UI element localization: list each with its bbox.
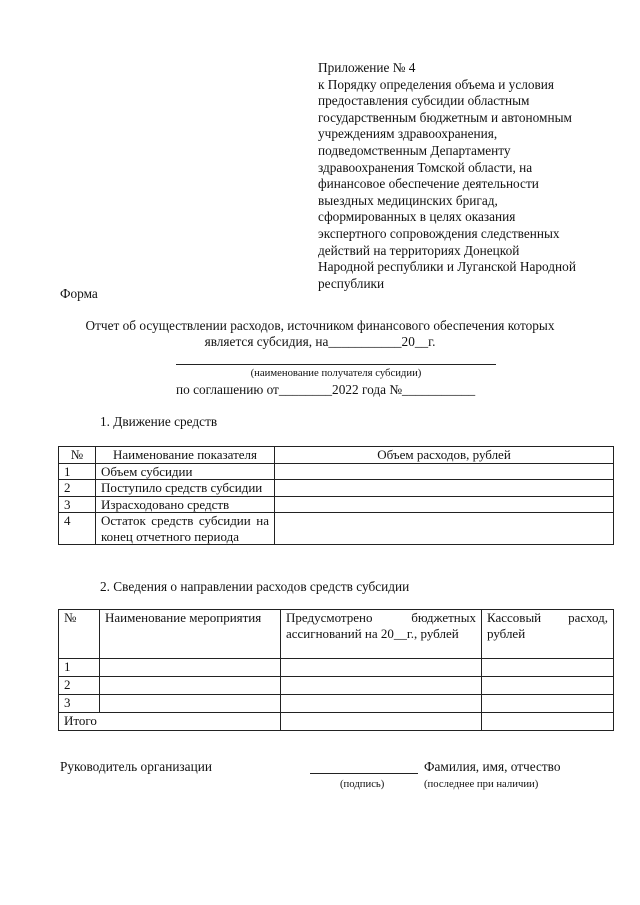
row-number: 1 — [59, 659, 100, 677]
row-number: 1 — [59, 463, 96, 480]
section-2-title: 2. Сведения о направлении расходов средств субсидии — [100, 579, 410, 594]
table-row — [59, 695, 614, 713]
cash-expense-cell[interactable] — [482, 695, 614, 713]
column-header-cash-expense: Кассовый расход, рублей — [482, 610, 614, 659]
total-row — [59, 713, 614, 731]
appendix-line: Приложение № 4 — [318, 60, 416, 75]
indicator-name: Израсходовано средств — [96, 496, 275, 513]
recipient-caption: (наименование получателя субсидии) — [250, 367, 422, 379]
full-name-label: Фамилия, имя, отчество — [424, 759, 561, 774]
expense-directions-table — [58, 609, 614, 731]
cash-expense-cell[interactable] — [482, 677, 614, 695]
recipient-name-line — [176, 363, 496, 365]
signature-caption: (подпись) — [340, 778, 385, 790]
head-of-organization-label: Руководитель организации — [60, 759, 212, 774]
appendix-line: здравоохранения Томской области, на — [318, 159, 533, 175]
activity-cell[interactable] — [100, 677, 281, 695]
appendix-line: государственным бюджетным и автономным — [318, 109, 572, 125]
indicator-name: Поступило средств субсидии — [96, 480, 275, 497]
funds-movement-table — [58, 446, 614, 545]
column-header-volume: Объем расходов, рублей — [275, 447, 614, 464]
appendix-line: сформированных в целях оказания — [318, 209, 516, 225]
appendix-line: подведомственным Департаменту — [318, 142, 511, 158]
full-name-caption: (последнее при наличии) — [424, 778, 539, 790]
report-title-line-2: является субсидия, на___________20__г. — [204, 334, 436, 349]
volume-cell[interactable] — [275, 496, 614, 513]
activity-cell[interactable] — [100, 659, 281, 677]
appendix-line: Народной республики и Луганской Народной — [318, 259, 576, 275]
appendix-line: выездных медицинских бригад, — [318, 192, 498, 208]
table-row — [59, 496, 614, 513]
planned-cell[interactable] — [281, 695, 482, 713]
appendix-line: к Порядку определения объема и условия — [318, 76, 555, 92]
activity-cell[interactable] — [100, 695, 281, 713]
row-number: 3 — [59, 496, 96, 513]
table-row — [59, 659, 614, 677]
appendix-line: учреждениям здравоохранения, — [318, 126, 498, 142]
cash-expense-total-cell[interactable] — [482, 713, 614, 731]
row-number: 4 — [59, 513, 96, 545]
column-header-no: № — [59, 447, 96, 464]
total-label: Итого — [59, 713, 281, 731]
row-number: 2 — [59, 480, 96, 497]
appendix-line: предоставления субсидии областным — [318, 93, 530, 109]
column-header-indicator: Наименование показателя — [96, 447, 275, 464]
column-header-planned: Предусмотрено бюджетных ассигнований на 20__г., рублей — [281, 610, 482, 659]
table-row — [59, 677, 614, 695]
table-header-row — [59, 447, 614, 464]
appendix-line: действий на территориях Донецкой — [318, 242, 520, 258]
indicator-name: Объем субсидии — [96, 463, 275, 480]
report-title — [60, 318, 580, 350]
appendix-block — [318, 60, 608, 292]
table-row — [59, 480, 614, 497]
signature-line[interactable] — [310, 772, 418, 774]
table-row — [59, 463, 614, 480]
cash-expense-cell[interactable] — [482, 659, 614, 677]
section-1-title: 1. Движение средств — [100, 414, 218, 429]
row-number: 2 — [59, 677, 100, 695]
volume-cell[interactable] — [275, 463, 614, 480]
appendix-line: экспертного сопровождения следственных — [318, 225, 560, 241]
agreement-line: по соглашению от________2022 года №___________ — [176, 382, 476, 397]
indicator-name: Остаток средств субсидии на конец отчетного периода — [96, 513, 275, 545]
planned-cell[interactable] — [281, 659, 482, 677]
planned-cell[interactable] — [281, 677, 482, 695]
column-header-no: № — [59, 610, 100, 659]
planned-total-cell[interactable] — [281, 713, 482, 731]
column-header-activity: Наименование мероприятия — [100, 610, 281, 659]
appendix-line: республики — [318, 275, 385, 291]
table-row — [59, 513, 614, 545]
appendix-line: финансовое обеспечение деятельности — [318, 176, 539, 192]
volume-cell[interactable] — [275, 513, 614, 545]
form-label: Форма — [60, 286, 98, 301]
row-number: 3 — [59, 695, 100, 713]
report-title-line-1: Отчет об осуществлении расходов, источником финансового обеспечения которых — [85, 318, 555, 333]
volume-cell[interactable] — [275, 480, 614, 497]
table-header-row — [59, 610, 614, 659]
